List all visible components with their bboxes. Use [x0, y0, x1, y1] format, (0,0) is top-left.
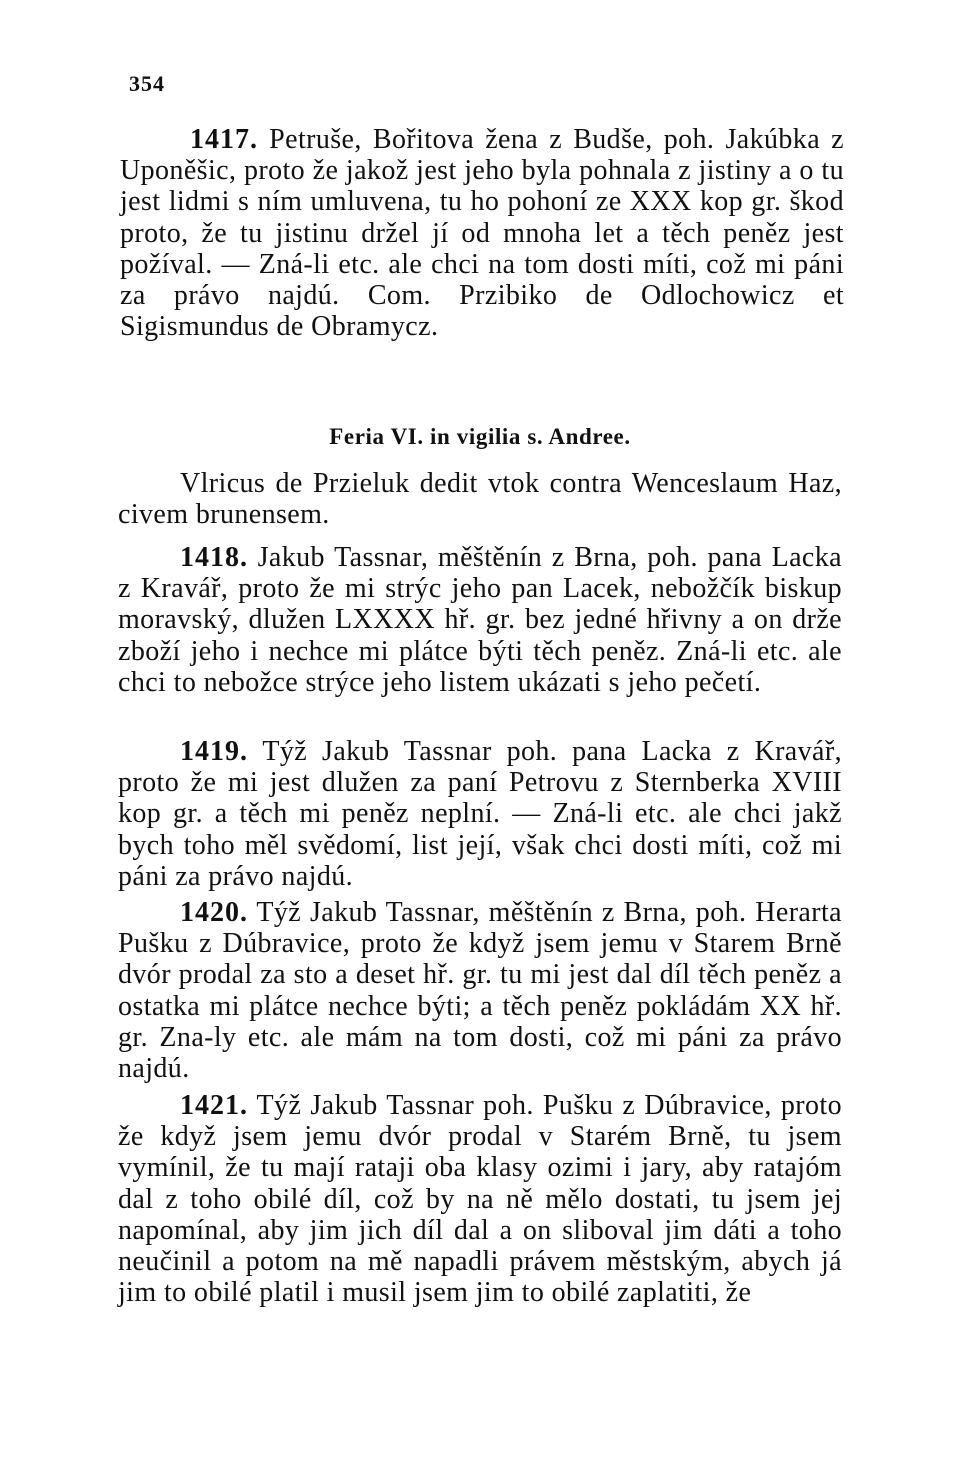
entry-1417: [120, 124, 844, 342]
entry-1421: [118, 1090, 842, 1308]
entry-number: 1420.: [180, 897, 248, 928]
entry-1418: [118, 542, 842, 698]
entry-number: 1418.: [180, 542, 248, 573]
entry-number: 1417.: [190, 124, 258, 155]
page-number: 354: [129, 71, 165, 96]
entry-text: Týž Jakub Tassnar poh. pana Lacka z Kravář, proto že mi jest dlužen za paní Petrovu z Sternberka XVIII kop gr. a těch mi peněz neplní. — Zná-li etc. ale chci jakž bych toho měl svědomí, list její, však chci dosti míti, což mi páni za právo najdú.: [118, 736, 842, 892]
entry-text: Petruše, Bořitova žena z Budše, poh. Jakúbka z Uponěšic, proto že jakož jest jeho byla pohnala z jistiny a o tu jest lidmi s ním umluvena, tu ho pohoní ze XXX kop gr. škod proto, že tu jistinu držel jí od mnoha let a těch peněz jest požíval. — Zná-li etc. ale chci na tom dosti míti, což mi páni za právo najdú. Com. Przibiko de Odlochowicz et Sigismundus de Obramycz.: [120, 124, 844, 343]
entry-1419: [118, 736, 842, 892]
entry-text: Týž Jakub Tassnar, měštěnín z Brna, poh. Herarta Pušku z Dúbravice, proto že když jsem jemu v Starem Brně dvór prodal za sto a deset hř. gr. tu mi jest dal díl těch peněz a ostatka mi plátce nechce býti; a těch peněz pokládám XX hř. gr. Zna-ly etc. ale mám na tom dosti, což mi páni za právo najdú.: [118, 897, 842, 1085]
entry-text: Vlricus de Przieluk dedit vtok contra Wenceslaum Haz, civem brunensem.: [118, 468, 842, 531]
entry-1420: [118, 897, 842, 1084]
entry-vlricus: [118, 468, 842, 530]
entry-number: 1419.: [180, 736, 248, 767]
section-heading: Feria VI. in vigilia s. Andree.: [329, 424, 631, 449]
entry-text: Týž Jakub Tassnar poh. Pušku z Dúbravice, proto že když jsem jemu dvór prodal v Starém Brně, tu jsem vymínil, že tu mají rataji oba klasy ozimi i jary, aby ratajóm dal z toho obilé díl, což by na ně mělo dostati, tu jsem jej napomínal, aby jim jich díl dal a on sliboval jim dáti a toho neučinil a potom na mě napadli právem městským, abych já jim to obilé platil i musil jsem jim to obilé zaplatiti, že: [118, 1090, 842, 1309]
entry-number: 1421.: [180, 1090, 248, 1121]
entry-text: Jakub Tassnar, měštěnín z Brna, poh. pana Lacka z Kravář, proto že mi strýc jeho pan Lacek, nebožčík biskup moravský, dlužen LXXXX hř. gr. bez jedné hřivny a on drže zboží jeho i nechce mi plátce býti těch peněz. Zná-li etc. ale chci to nebožce strýce jeho listem ukázati s jeho pečetí.: [118, 542, 842, 698]
